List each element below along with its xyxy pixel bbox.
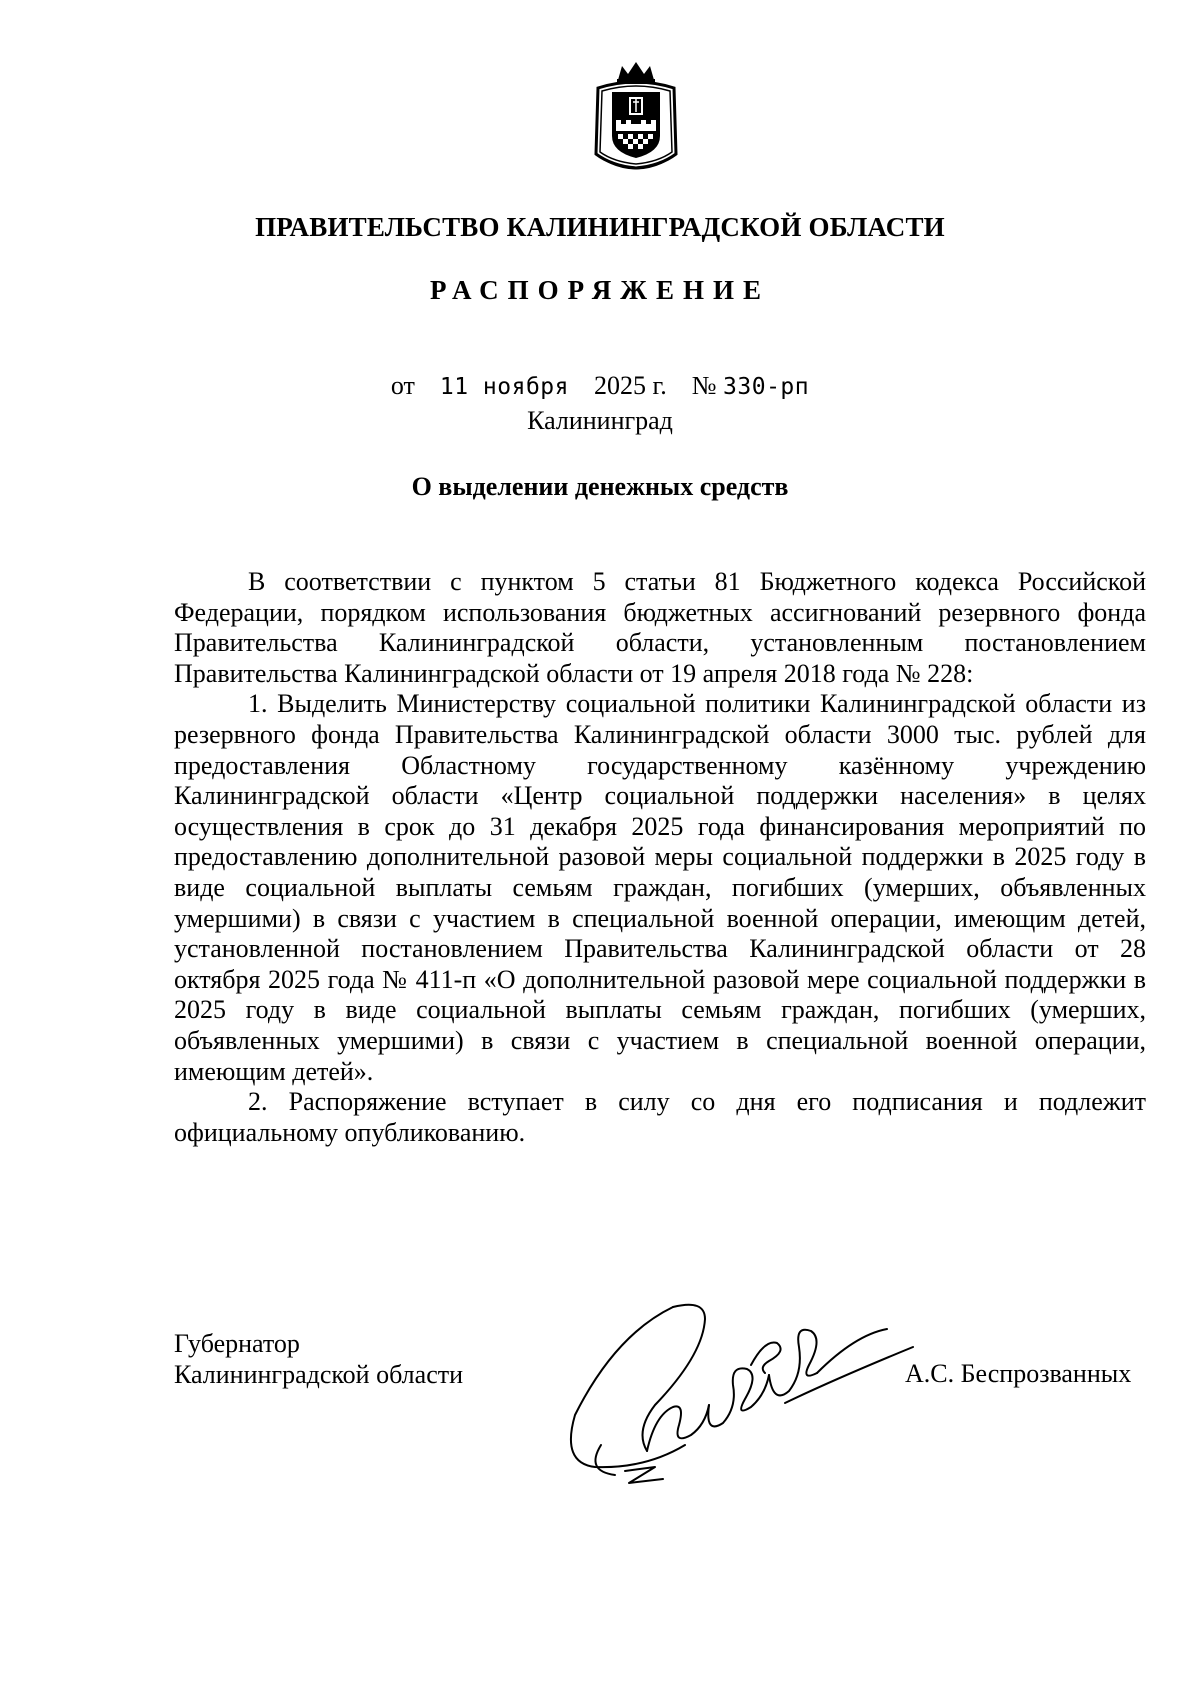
- signatory-position: [174, 1328, 463, 1390]
- city: Калининград: [527, 406, 673, 435]
- registration-date: 11 ноября: [439, 374, 569, 400]
- document-body: [174, 567, 1146, 1148]
- number-sign: №: [691, 371, 717, 400]
- signatory-position-line1: Губернатор: [174, 1329, 300, 1358]
- registration-line: [0, 371, 1200, 401]
- item-2: [174, 1087, 1146, 1148]
- registration-number: 330-рп: [723, 374, 810, 400]
- handwritten-signature: [555, 1295, 915, 1495]
- signatory-position-line2: Калининградской области: [174, 1360, 464, 1389]
- preamble: В соответствии с пунктом 5 статьи 81 Бюджетного кодекса Российской Федерации, порядком использования бюджетных ассигнований резервного фонда Правительства Калининградской области, установленным постановлением Правительства Калининградской области от 19 апреля 2018 года № 228:: [174, 567, 1146, 688]
- item-1: [174, 689, 1146, 1087]
- registration-year: 2025 г.: [594, 371, 667, 400]
- document-type: РАСПОРЯЖЕНИЕ: [429, 275, 771, 305]
- document-subject: О выделении денежных средств: [411, 472, 789, 501]
- item-number: 1.: [248, 689, 268, 719]
- kaliningrad-coat-of-arms-icon: [590, 58, 682, 178]
- organization-name: ПРАВИТЕЛЬСТВО КАЛИНИНГРАДСКОЙ ОБЛАСТИ: [255, 212, 945, 242]
- item-text: Выделить Министерству социальной политики Калининградской области из резервного фонда Правительства Калининградской области 3000 тыс. рублей для предоставления Областному государственному казённому учреждению Калининградской области «Центр социальной поддержки населения» в целях осуществления в срок до 31 декабря 2025 года финансирования мероприятий по предоставлению дополнительной разовой меры социальной поддержки в 2025 году в виде социальной выплаты семьям граждан, погибших (умерших, объявленных умершими) в связи с участием в специальной военной операции, имеющим детей, установленной постановлением Правительства Калининградской области от 28 октября 2025 года № 411-п «О дополнительной разовой мере социальной поддержки в 2025 году в виде социальной выплаты семьям граждан, погибших (умерших, объявленных умершими) в связи с участием в специальной военной операции, имеющим детей».: [174, 689, 1146, 1086]
- signatory-name: А.С. Беспрозванных: [905, 1359, 1132, 1388]
- item-text: Распоряжение вступает в силу со дня его подписания и подлежит официальному опубликованию.: [174, 1087, 1147, 1147]
- item-number: 2.: [248, 1087, 268, 1117]
- date-prefix: от: [390, 371, 415, 400]
